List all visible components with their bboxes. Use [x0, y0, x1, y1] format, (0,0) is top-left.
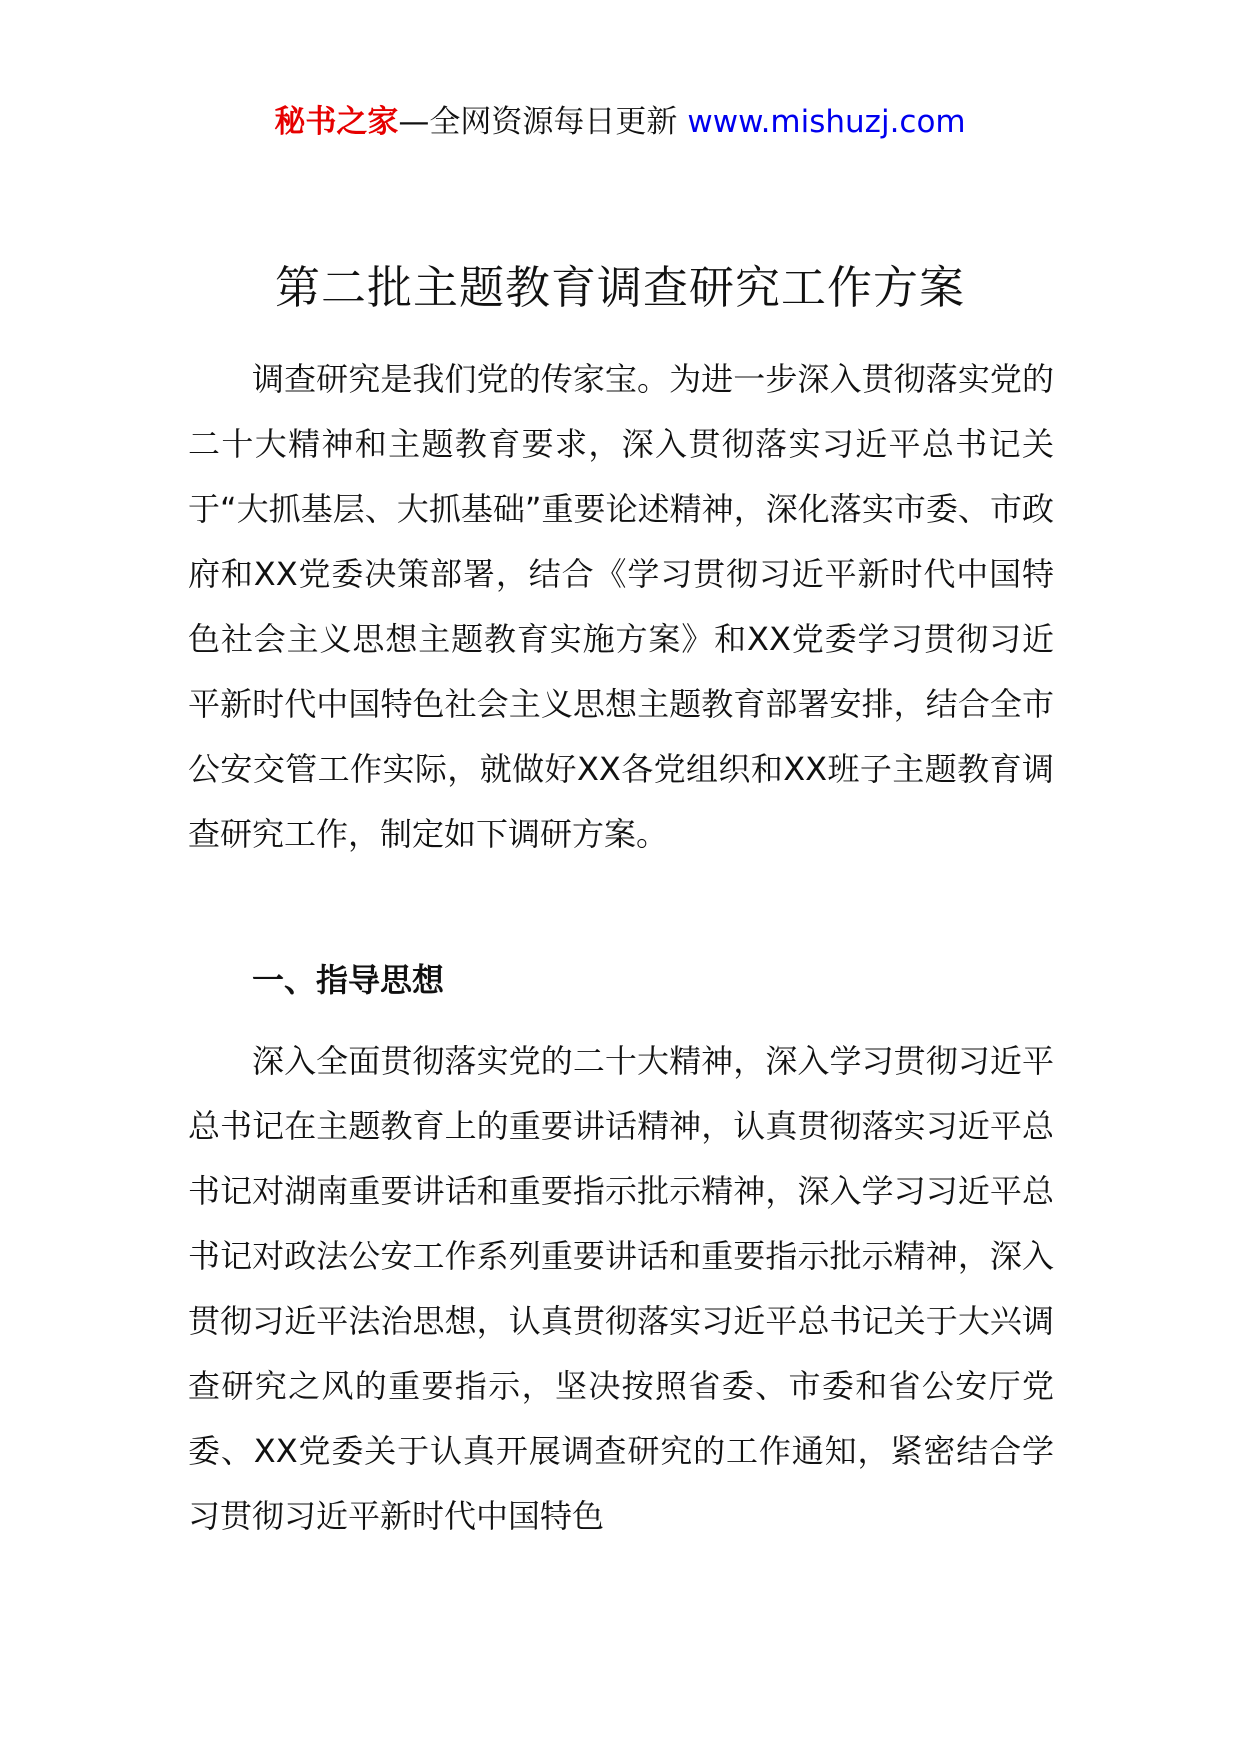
site-url-link[interactable]: www.mishuzj.com [687, 104, 966, 140]
site-slogan: —全网资源每日更新 [398, 104, 678, 140]
intro-paragraph: 调查研究是我们党的传家宝。为进一步深入贯彻落实党的二十大精神和主题教育要求，深入贯彻落实习近平总书记关于“大抓基层、大抓基础”重要论述精神，深化落实市委、市政府和XX党委决策部署，结合《学习贯彻习近平新时代中国特色社会主义思想主题教育实施方案》和XX党委学习贯彻习近平新时代中国特色社会主义思想主题教育部署安排，结合全市公安交管工作实际，就做好XX各党组织和XX班子主题教育调查研究工作，制定如下调研方案。 [188, 360, 1054, 853]
site-header-banner [0, 100, 1240, 144]
document-title: 第二批主题教育调查研究工作方案 [274, 261, 965, 314]
guiding-ideology-paragraph: 深入全面贯彻落实党的二十大精神，深入学习贯彻习近平总书记在主题教育上的重要讲话精神，认真贯彻落实习近平总书记对湖南重要讲话和重要指示批示精神，深入学习习近平总书记对政法公安工作系列重要讲话和重要指示批示精神，深入贯彻习近平法治思想，认真贯彻落实习近平总书记关于大兴调查研究之风的重要指示，坚决按照省委、市委和省公安厅党委、XX党委关于认真开展调查研究的工作通知，紧密结合学习贯彻习近平新时代中国特色 [188, 1042, 1054, 1535]
section-heading-guiding-ideology: 一、指导思想 [252, 961, 445, 999]
brand-name: 秘书之家 [274, 104, 399, 140]
